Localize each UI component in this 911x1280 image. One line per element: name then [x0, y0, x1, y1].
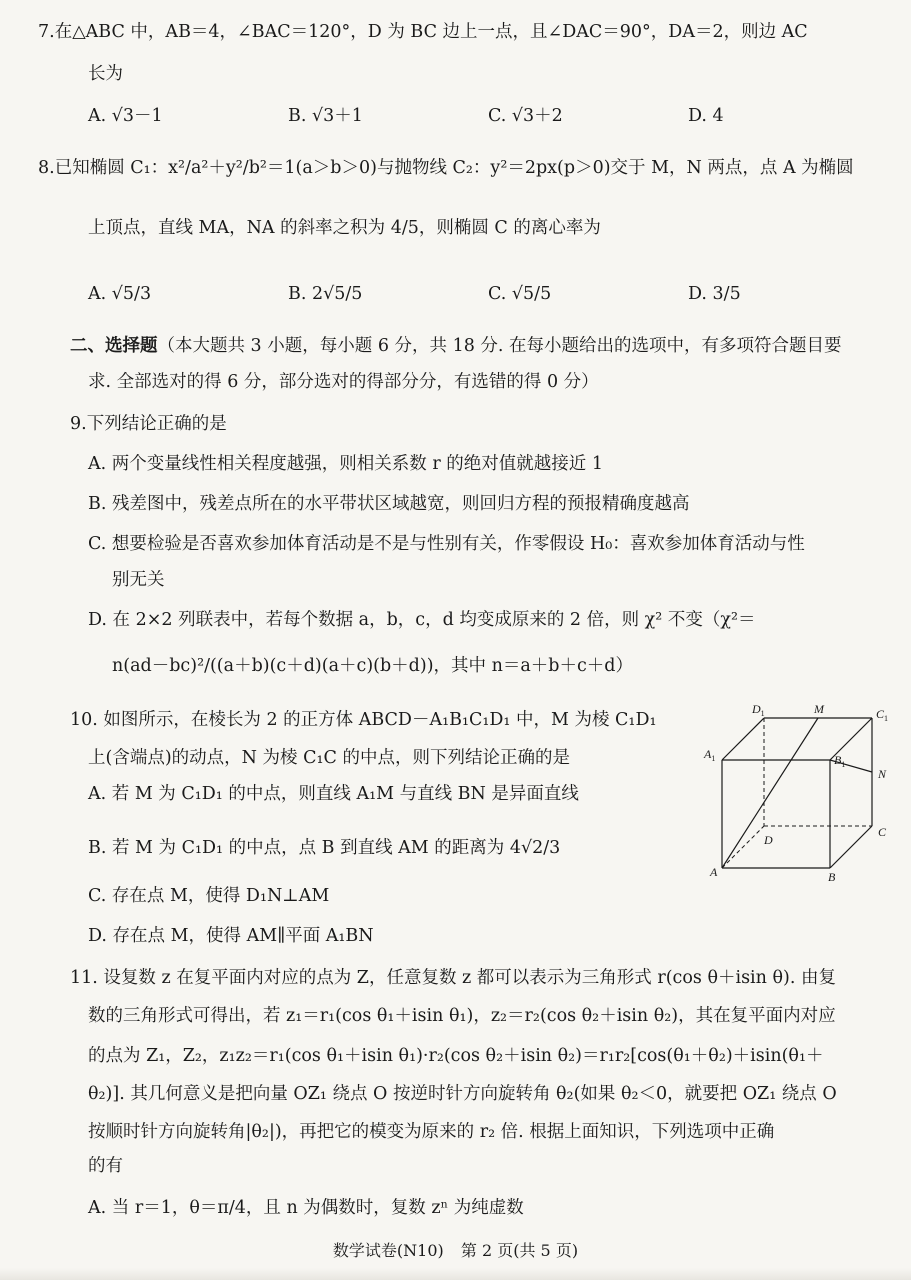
q11-line6: 的有 — [88, 1156, 123, 1176]
edge-a1-d1 — [722, 718, 764, 760]
footer-subject: 数学试卷(N10) — [332, 1241, 444, 1260]
q11-line2: 数的三角形式可得出，若 z₁＝r₁(cos θ₁＋isin θ₁)，z₂＝r₂(cos θ₂＋isin θ₂)，其在复平面内对应 — [88, 1006, 836, 1026]
label-a: A — [710, 865, 718, 879]
q10-option-c: C. 存在点 M，使得 D₁N⊥AM — [88, 886, 330, 906]
label-d1: $D_1$ — [752, 702, 765, 718]
q9-option-b: B. 残差图中，残差点所在的水平带状区域越宽，则回归方程的预报精确度越高 — [88, 494, 690, 514]
label-c: C — [878, 825, 887, 839]
q10-stem-line1: 10. 如图所示，在棱长为 2 的正方体 ABCD－A₁B₁C₁D₁ 中，M 为棱 C₁D₁ — [70, 710, 657, 730]
q8-stem-line2: 上顶点，直线 MA，NA 的斜率之积为 4/5，则椭圆 C 的离心率为 — [88, 218, 601, 238]
q9-stem: 9.下列结论正确的是 — [70, 414, 227, 434]
q10-stem-line2: 上(含端点)的动点，N 为棱 C₁C 的中点，则下列结论正确的是 — [88, 748, 570, 768]
q9-option-d-line1: D. 在 2×2 列联表中，若每个数据 a，b，c，d 均变成原来的 2 倍，则 χ² 不变（χ²＝ — [88, 610, 756, 630]
q8-option-a: A. √5/3 — [88, 284, 152, 304]
q8-option-d: D. 3/5 — [688, 284, 741, 304]
label-n: N — [878, 767, 887, 781]
q8-stem-line1: 8.已知椭圆 C₁：x²/a²＋y²/b²＝1(a＞b＞0)与抛物线 C₂：y²＝2px(p＞0)交于 M，N 两点，点 A 为椭圆 — [38, 158, 854, 178]
q7-stem-line2: 长为 — [88, 64, 123, 84]
label-b: B — [828, 870, 836, 884]
q7-option-a: A. √3－1 — [88, 106, 163, 126]
q10-option-b: B. 若 M 为 C₁D₁ 的中点，点 B 到直线 AM 的距离为 4√2/3 — [88, 838, 561, 858]
label-b1: $B_1$ — [834, 753, 846, 769]
label-a1: $A_1$ — [704, 747, 716, 763]
q11-line3: 的点为 Z₁，Z₂，z₁z₂＝r₁(cos θ₁＋isin θ₁)·r₂(cos θ₂＋isin θ₂)＝r₁r₂[cos(θ₁＋θ₂)＋isin(θ₁＋ — [88, 1046, 824, 1066]
q9-option-a: A. 两个变量线性相关程度越强，则相关系数 r 的绝对值就越接近 1 — [88, 454, 603, 474]
q7-stem-line1: 7.在△ABC 中，AB＝4，∠BAC＝120°，D 为 BC 边上一点，且∠DAC＝90°，DA＝2，则边 AC — [38, 22, 808, 42]
page-bottom-shadow — [0, 1268, 911, 1280]
section2-desc-line2: 求. 全部选对的得 6 分，部分选对的得部分分，有选错的得 0 分） — [88, 372, 599, 392]
q10-option-a: A. 若 M 为 C₁D₁ 的中点，则直线 A₁M 与直线 BN 是异面直线 — [88, 784, 579, 804]
label-d: D — [764, 833, 773, 847]
q10-option-d: D. 存在点 M，使得 AM∥平面 A₁BN — [88, 926, 374, 946]
q7-option-c: C. √3＋2 — [488, 106, 563, 126]
section2-title: 二、选择题 — [70, 336, 158, 356]
footer-page-number: 第 2 页(共 5 页) — [460, 1241, 579, 1260]
section2-desc-line1: （本大题共 3 小题，每小题 6 分，共 18 分. 在每小题给出的选项中，有多项符合题目要 — [157, 336, 842, 356]
q11-line5: 按顺时针方向旋转角|θ₂|)，再把它的模变为原来的 r₂ 倍. 根据上面知识，下列选项中正确 — [88, 1122, 775, 1142]
page-footer — [0, 1238, 911, 1261]
q8-option-c: C. √5/5 — [488, 284, 552, 304]
q9-option-d-line2: n(ad－bc)²/((a＋b)(c＋d)(a＋c)(b＋d))，其中 n＝a＋b＋c＋d） — [112, 656, 634, 676]
q7-option-d: D. 4 — [688, 106, 724, 126]
label-c1: $C_1$ — [876, 707, 889, 723]
q9-option-c-line2: 别无关 — [112, 570, 165, 590]
q11-line1: 11. 设复数 z 在复平面内对应的点为 Z，任意复数 z 都可以表示为三角形式 r(cos θ＋isin θ). 由复 — [70, 968, 836, 988]
q11-line4: θ₂)]. 其几何意义是把向量 OZ₁ 绕点 O 按逆时针方向旋转角 θ₂(如果 θ₂＜0，就要把 OZ₁ 绕点 O — [88, 1084, 837, 1104]
q9-option-c-line1: C. 想要检验是否喜欢参加体育活动是不是与性别有关，作零假设 H₀：喜欢参加体育活动与性 — [88, 534, 805, 554]
q11-option-a: A. 当 r＝1，θ＝π/4，且 n 为偶数时，复数 zⁿ 为纯虚数 — [88, 1198, 524, 1218]
cube-figure — [700, 698, 900, 884]
hidden-edge-a-d — [722, 826, 764, 868]
label-m: M — [814, 702, 824, 716]
q7-option-b: B. √3＋1 — [288, 106, 363, 126]
q8-option-b: B. 2√5/5 — [288, 284, 363, 304]
edge-b-c — [830, 826, 872, 868]
section2-heading — [70, 334, 842, 358]
